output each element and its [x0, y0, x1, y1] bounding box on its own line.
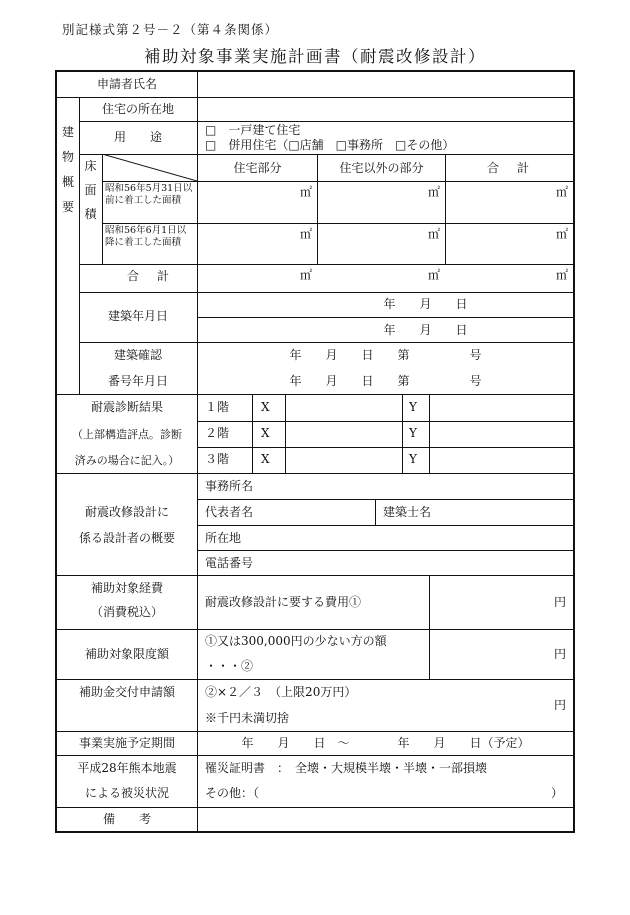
x-label: X	[261, 400, 270, 414]
confirmation-label-1: 建築確認	[113, 348, 162, 362]
designer-address-label[interactable]: 所在地	[205, 531, 242, 545]
grant-label: 補助金交付申請額	[78, 685, 175, 699]
floor-3-y-field[interactable]	[430, 448, 573, 473]
y-label: Y	[409, 400, 417, 414]
form-number: 別記様式第２号－２（第４条関係）	[62, 22, 279, 37]
construction-date-line-1[interactable]: 年 月 日	[383, 297, 468, 311]
diagnosis-label-3: 済みの場合に記入。）	[74, 454, 180, 467]
unit-m2: ㎡	[428, 185, 441, 199]
damage-other-label[interactable]: その他：（	[205, 786, 260, 800]
floor-2-x-field[interactable]	[286, 422, 402, 447]
floor-area-label-2: 面	[84, 183, 97, 197]
applicant-name-field[interactable]	[198, 72, 573, 97]
cost-yen[interactable]: 円	[554, 595, 567, 609]
phone-label[interactable]: 電話番号	[205, 556, 254, 570]
row-sum-label: 合 計	[126, 269, 172, 283]
y-label: Y	[409, 452, 417, 466]
floor-area-label-1: 床	[84, 159, 97, 173]
building-group-label-1: 建	[61, 125, 74, 139]
floor-area-label-3: 積	[84, 207, 97, 221]
unit-m2: ㎡	[300, 185, 313, 199]
damage-label-1: 平成28年熊本地震	[77, 761, 177, 775]
remarks-field[interactable]	[198, 808, 573, 831]
use-option-combined[interactable]: □ 併用住宅（□店舗 □事務所 □その他）	[205, 138, 455, 152]
col-nonresidential: 住宅以外の部分	[339, 161, 424, 175]
unit-m2: ㎡	[556, 227, 569, 241]
designer-label-1: 耐震改修設計に	[84, 505, 169, 519]
unit-m2: ㎡	[428, 268, 441, 282]
floor-2-label: ２階	[205, 426, 230, 440]
applicant-name-label: 申請者氏名	[96, 77, 157, 91]
grant-yen[interactable]: 円	[554, 698, 567, 712]
schedule-period[interactable]: 年 月 日 ～ 年 月 日（予定）	[241, 736, 530, 750]
building-group-label-4: 要	[61, 200, 74, 214]
designer-label-2: 係る設計者の概要	[78, 531, 175, 545]
limit-description-1: ①又は300,000円の少ない方の額	[205, 634, 387, 648]
row-after-label: 昭和56年6月1日以降に着工した面積	[105, 225, 187, 248]
grant-description-1: ②×２／３ （上限20万円）	[205, 685, 357, 699]
unit-m2: ㎡	[428, 227, 441, 241]
office-name-label[interactable]: 事務所名	[205, 479, 254, 493]
unit-m2: ㎡	[300, 268, 313, 282]
confirmation-line-1[interactable]: 年 月 日 第 号	[289, 348, 482, 362]
floor-2-y-field[interactable]	[430, 422, 573, 447]
representative-label[interactable]: 代表者名	[205, 505, 254, 519]
remarks-label: 備 考	[102, 812, 151, 826]
diagnosis-label-1: 耐震診断結果	[90, 400, 163, 414]
damage-certificate-options[interactable]: 罹災証明書 ： 全壊・大規模半壊・半壊・一部損壊	[205, 761, 488, 775]
plan-form	[55, 70, 575, 833]
limit-description-2: ・・・②	[205, 659, 254, 673]
x-label: X	[261, 426, 270, 440]
limit-label: 補助対象限度額	[84, 647, 169, 661]
diagnosis-label-2: （上部構造評点。診断	[72, 428, 182, 441]
use-label: 用 途	[113, 130, 162, 144]
cost-label-2: （消費税込）	[90, 605, 163, 619]
diagonal-rule	[102, 154, 197, 181]
unit-m2: ㎡	[300, 227, 313, 241]
limit-yen[interactable]: 円	[554, 647, 567, 661]
floor-1-y-field[interactable]	[430, 395, 573, 421]
floor-3-label: ３階	[205, 452, 230, 466]
construction-date-line-2[interactable]: 年 月 日	[383, 323, 468, 337]
damage-label-2: による被災状況	[84, 786, 169, 800]
construction-date-label: 建築年月日	[107, 309, 168, 323]
row-before-label: 昭和56年5月31日以前に着工した面積	[105, 183, 193, 206]
building-group-label-2: 物	[61, 150, 74, 164]
damage-other-close: ）	[551, 786, 564, 800]
col-total: 合 計	[486, 161, 532, 175]
address-field[interactable]	[198, 98, 573, 121]
unit-m2: ㎡	[556, 185, 569, 199]
confirmation-label-2: 番号年月日	[107, 374, 168, 388]
architect-name-label[interactable]: 建築士名	[383, 505, 432, 519]
building-group-label-3: 概	[61, 175, 74, 189]
use-option-detached[interactable]: □ 一戸建て住宅	[205, 123, 301, 137]
unit-m2: ㎡	[556, 268, 569, 282]
schedule-label: 事業実施予定期間	[78, 736, 175, 750]
x-label: X	[261, 452, 270, 466]
floor-1-x-field[interactable]	[286, 395, 402, 421]
cost-label-1: 補助対象経費	[90, 581, 163, 595]
col-residential: 住宅部分	[233, 161, 282, 175]
y-label: Y	[409, 426, 417, 440]
floor-1-label: １階	[205, 400, 230, 414]
grant-description-2: ※千円未満切捨	[205, 711, 290, 725]
cost-description: 耐震改修設計に要する費用①	[205, 595, 362, 609]
confirmation-line-2[interactable]: 年 月 日 第 号	[289, 374, 482, 388]
page-title: 補助対象事業実施計画書（耐震改修設計）	[144, 47, 486, 66]
address-label: 住宅の所在地	[101, 102, 174, 116]
floor-3-x-field[interactable]	[286, 448, 402, 473]
